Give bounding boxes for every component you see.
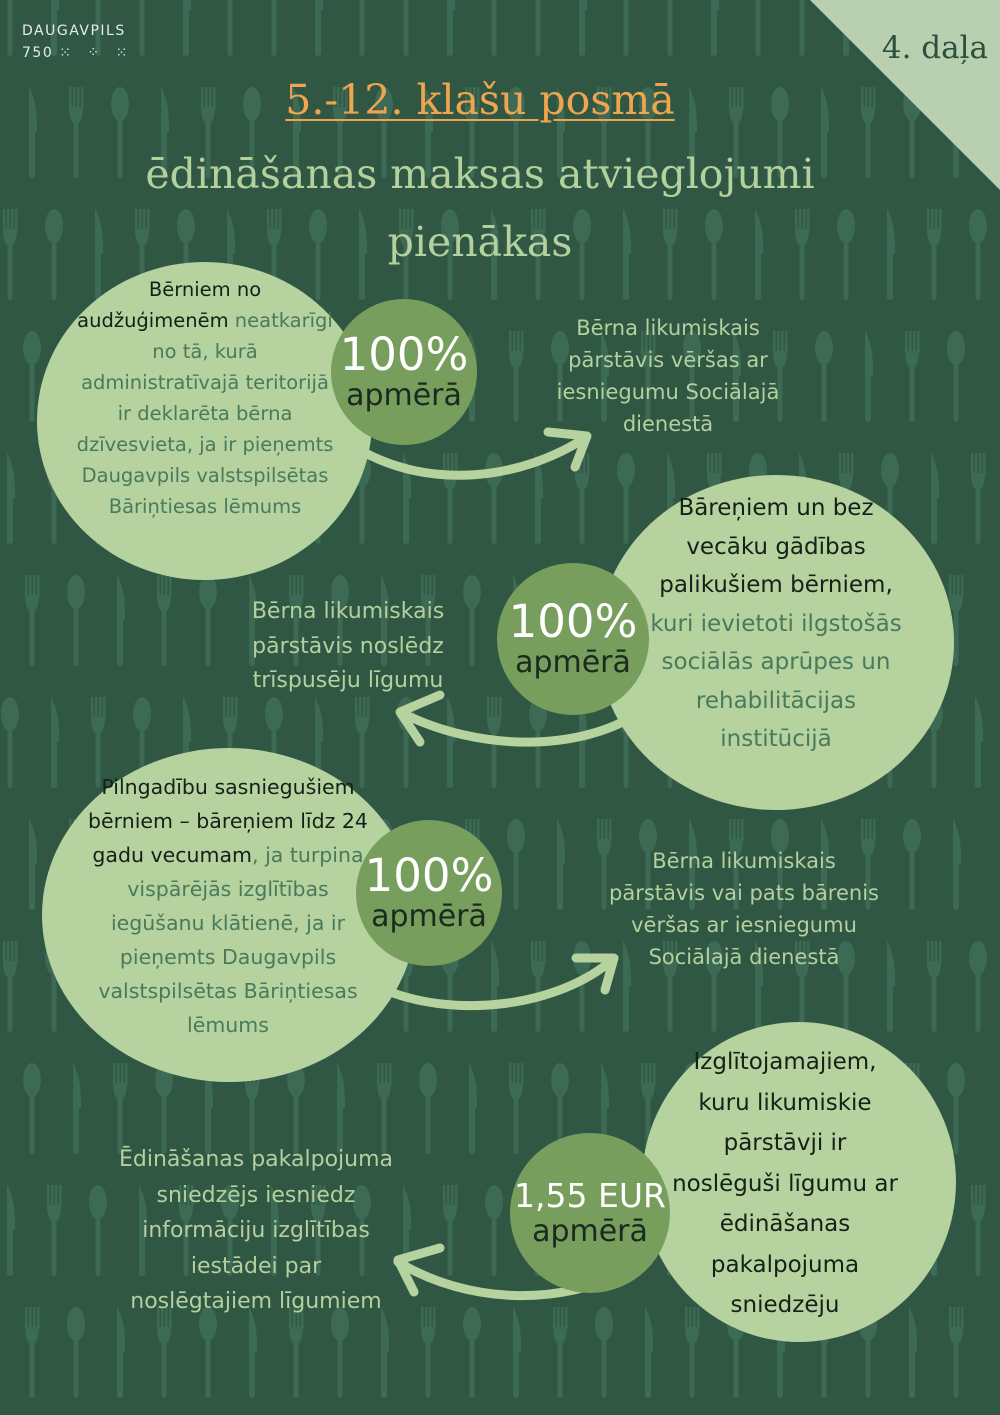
badge-1-value: 100%: [339, 328, 469, 381]
subtitle-line-1: ēdināšanas maksas atvieglojumi: [145, 150, 815, 198]
circle-foster-families-text: [72, 274, 338, 522]
badge-4-unit: apmērā: [532, 1214, 648, 1249]
logo-name: DAUGAVPILS: [22, 23, 126, 39]
side-text-3: Bērna likumiskais pārstāvis vai pats bārenis vēršas ar iesniegumu Sociālajā dienestā: [609, 849, 879, 969]
side-text-4: Ēdināšanas pakalpojuma sniedzējs iesniedz informāciju izglītības iestādei par noslēgtajiem līgumiem: [118, 1147, 393, 1314]
logo-marks: ⁙ ⁘ ⁙: [59, 45, 134, 61]
page-title: 5.-12. klašu posmā: [285, 76, 675, 124]
badge-4-value: 1,55 EUR: [514, 1176, 666, 1215]
circle-1-rest: neatkarīgi no tā, kurā administratīvajā teritorijā ir deklarēta bērna dzīvesvieta, ja ir pieņemts Daugavpils valstspilsētas Bāriņtiesas lēmums: [76, 309, 334, 518]
badge-4: [510, 1133, 670, 1293]
side-text-2: Bērna likumiskais pārstāvis noslēdz trīspusēju līgumu: [251, 599, 445, 693]
badge-2-value: 100%: [508, 595, 638, 648]
badge-3-unit: apmērā: [371, 899, 487, 934]
badge-3-value: 100%: [364, 849, 494, 902]
subtitle-line-2: pienākas: [387, 218, 573, 266]
badge-3: [356, 820, 502, 966]
circle-4-bold: Izglītojamajiem, kuru likumiskie pārstāvji ir noslēguši līgumu ar ēdināšanas pakalpojuma sniedzēju: [672, 1049, 898, 1318]
badge-1-unit: apmērā: [346, 378, 462, 413]
side-text-1: Bērna likumiskais pārstāvis vēršas ar iesniegumu Sociālajā dienestā: [556, 316, 780, 436]
circle-orphans-text: [645, 489, 907, 759]
badge-1: [331, 299, 477, 445]
circle-contract-students-text: [672, 1042, 898, 1326]
circle-3-rest: , ja turpina vispārējās izglītības iegūšanu klātienē, ja ir pieņemts Daugavpils valstspilsētas Bāriņtiesas lēmums: [98, 843, 364, 1037]
circle-1-bold: Bērniem no audžuģimenēm: [77, 278, 262, 332]
circle-2-rest: kuri ievietoti ilgstošās sociālās aprūpes un rehabilitācijas institūcijā: [650, 610, 902, 752]
circle-2-bold: Bāreņiem un bez vecāku gādības palikušiem bērniem,: [659, 495, 893, 598]
page-subtitle: [0, 140, 960, 276]
circle-3-bold: Pilngadību sasniegušiem bērniem – bāreņiem līdz 24 gadu vecumam: [88, 775, 368, 867]
part-label: 4. daļa: [881, 30, 988, 66]
circle-adult-orphans-text: [86, 770, 370, 1042]
badge-2-unit: apmērā: [515, 645, 631, 680]
badge-2: [497, 563, 649, 715]
logo-number: 750: [22, 45, 54, 61]
city-logo: [22, 20, 133, 64]
